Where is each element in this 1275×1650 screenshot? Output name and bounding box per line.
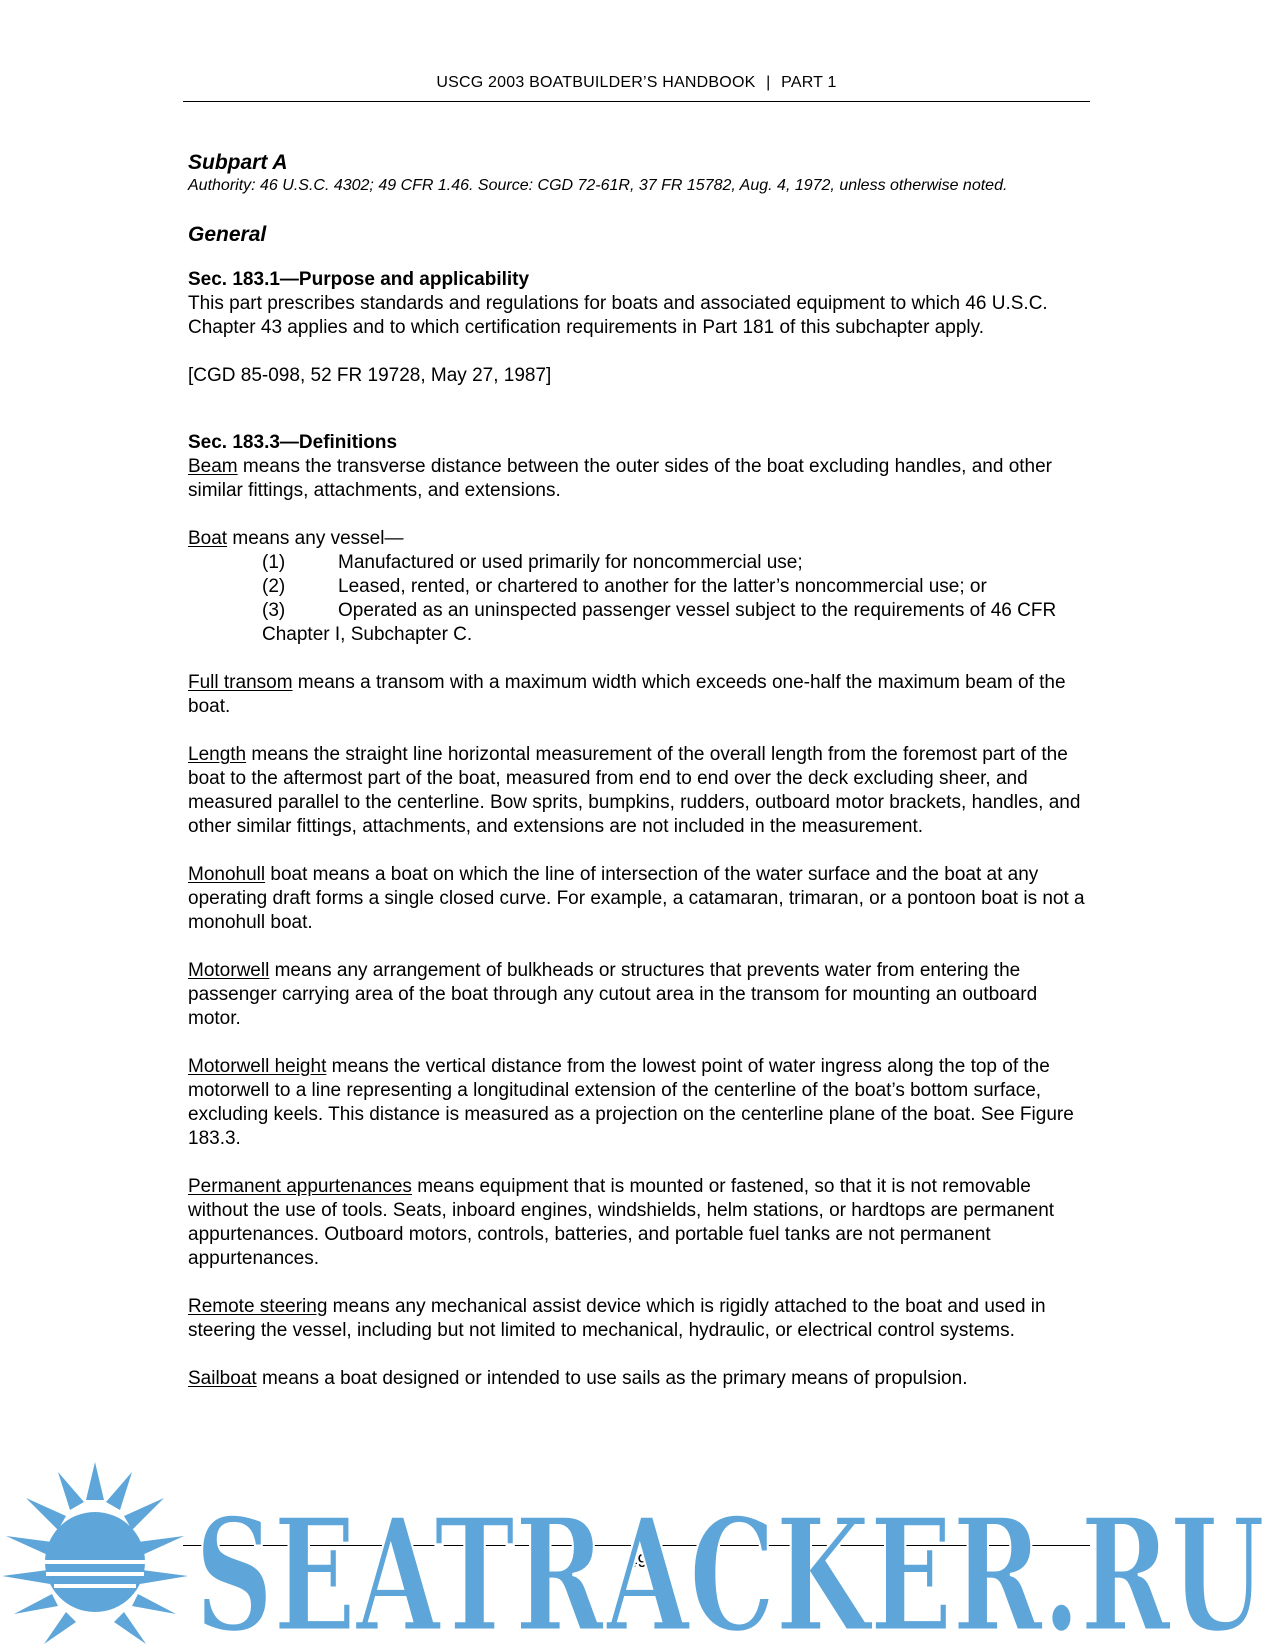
running-header [183,74,1090,92]
boat-criteria-list [262,551,1088,647]
term-length: Length [188,744,247,765]
sec-183-3-title: Sec. 183.3—Definitions [188,432,398,453]
list-item: (2) Leased, rented, or chartered to another for the latter’s noncommercial use; or [262,576,987,597]
page-content [188,150,1088,1391]
header-rule [183,101,1090,102]
term-motorwell: Motorwell [188,960,270,981]
term-motorwell-height: Motorwell height [188,1056,327,1077]
definition-motorwell: Motorwell means any arrangement of bulkheads or structures that prevents water from entering the passenger carrying area of the boat through any cutout area in the transom for mounting an outboard motor. [188,960,1038,1029]
term-permanent-appurtenances: Permanent appurtenances [188,1176,412,1197]
term-monohull: Monohull [188,864,266,885]
list-item: (1) Manufactured or used primarily for noncommercial use; [262,552,803,573]
definition-motorwell-height: Motorwell height means the vertical distance from the lowest point of water ingress along the top of the motorwell to a line representing a longitudinal extension of the centerline of the boat’s bottom surface, excluding keels. This distance is measured as a projection on the centerline plane of the boat. See Figure 183.3. [188,1056,1074,1149]
header-separator: | [766,74,771,91]
list-item: (3) Operated as an uninspected passenger vessel subject to the requirements of 46 CFR Chapter I, Subchapter C. [262,600,1057,645]
definition-sailboat: Sailboat means a boat designed or intended to use sails as the primary means of propulsion. [188,1368,968,1389]
sec-183-1-citation: [CGD 85-098, 52 FR 19728, May 27, 1987] [188,365,552,386]
subpart-title: Subpart A [188,151,288,174]
watermark-text: SEATRACKER.RU [195,1484,1265,1650]
page-number: 49 [627,1551,648,1571]
term-beam: Beam [188,456,238,477]
term-sailboat: Sailboat [188,1368,257,1389]
definition-permanent-appurtenances: Permanent appurtenances means equipment that is mounted or fastened, so that it is not removable without the use of tools. Seats, inboard engines, windshields, helm stations, or hardtops are permanent appurtenances. Outboard motors, controls, batteries, and portable fuel tanks are not permanent appurtenances. [188,1176,1055,1269]
sun-icon [2,1462,188,1644]
definition-boat: Boat means any vessel— [188,528,404,549]
general-heading: General [188,223,267,246]
header-title: USCG 2003 BOATBUILDER’S HANDBOOK [436,74,756,91]
definition-full-transom: Full transom means a transom with a maximum width which exceeds one-half the maximum beam of the boat. [188,672,1066,717]
authority-note: Authority: 46 U.S.C. 4302; 49 CFR 1.46. Source: CGD 72-61R, 37 FR 15782, Aug. 4, 1972, unless otherwise noted. [188,177,1008,194]
sec-183-1-title: Sec. 183.1—Purpose and applicability [188,269,530,290]
term-boat: Boat [188,528,228,549]
sec-183-1-body: This part prescribes standards and regulations for boats and associated equipment to which 46 U.S.C. Chapter 43 applies and to which certification requirements in Part 181 of this subchapter apply. [188,293,1048,338]
definition-monohull: Monohull boat means a boat on which the line of intersection of the water surface and the boat at any operating draft forms a single closed curve. For example, a catamaran, trimaran, or a pontoon boat is not a monohull boat. [188,864,1085,933]
definition-beam: Beam means the transverse distance between the outer sides of the boat excluding handles, and other similar fittings, attachments, and extensions. [188,456,1052,501]
definition-remote-steering: Remote steering means any mechanical assist device which is rigidly attached to the boat and used in steering the vessel, including but not limited to mechanical, hydraulic, or electrical control systems. [188,1296,1046,1341]
header-part: PART 1 [781,74,837,91]
watermark [0,1458,1275,1650]
definition-length: Length means the straight line horizontal measurement of the overall length from the foremost part of the boat to the aftermost part of the boat, measured from end to end over the deck excluding sheer, and measured parallel to the centerline. Bow sprits, bumpkins, rudders, outboard motor brackets, handles, and other similar fittings, attachments, and extensions are not included in the measurement. [188,744,1081,837]
term-full-transom: Full transom [188,672,293,693]
term-remote-steering: Remote steering [188,1296,328,1317]
